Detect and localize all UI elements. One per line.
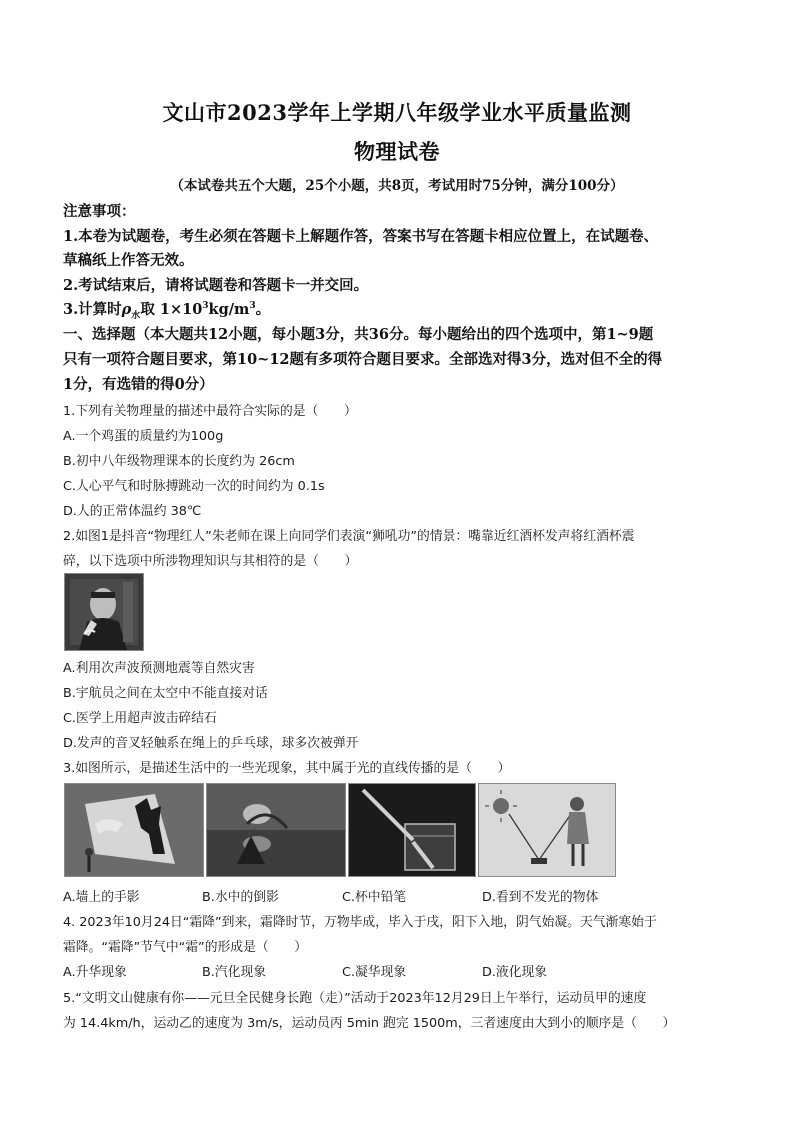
- notice-item-2: 2.考试结束后，请将试题卷和答题卡一并交回。: [63, 277, 369, 294]
- section-1-line-1: 一、选择题（本大题共12小题，每小题3分，共36分。每小题给出的四个选项中，第1~9题: [63, 326, 654, 343]
- figure-3c-pencil-in-cup: [348, 783, 476, 877]
- q3-stem: 3.如图所示，是描述生活中的一些光现象，其中属于光的直线传播的是（ ）: [63, 761, 511, 776]
- figure-3a-hand-shadow: [64, 783, 204, 877]
- exam-title: 文山市2023学年上学期八年级学业水平质量监测: [162, 100, 632, 125]
- subject-title: 物理试卷: [354, 139, 440, 164]
- hand-shadow-image: [65, 784, 203, 876]
- q1-option-d: D.人的正常体温约 38℃: [63, 504, 202, 519]
- section-1-line-3: 1分，有选错的得0分）: [63, 376, 214, 393]
- notice-item-1-cont: 草稿纸上作答无效。: [63, 252, 194, 269]
- q2-stem-2: 碎，以下选项中所涉物理知识与其相符的是（ ）: [63, 554, 358, 569]
- q1-option-a: A.一个鸡蛋的质量约为100g: [63, 429, 224, 444]
- notice-item-3: 3.计算时$\rho_水$取 $1\times 10^3kg/m^3$。: [63, 301, 271, 321]
- q2-option-a: A.利用次声波预测地震等自然灾害: [63, 661, 255, 676]
- q5-stem-1: 5.“文明文山健康有你——元旦全民健身长跑（走）”活动于2023年12月29日上午举行，运动员甲的速度: [63, 991, 647, 1006]
- q3-options: [63, 886, 731, 905]
- reflection-image: [207, 784, 345, 876]
- q1-option-b: B.初中八年级物理课本的长度约为 26cm: [63, 454, 295, 469]
- pencil-cup-image: [349, 784, 475, 876]
- q4-option-b: B.汽化现象: [202, 965, 267, 980]
- q3-option-c: C.杯中铅笔: [342, 890, 407, 905]
- q5-stem-2: 为 14.4km/h，运动乙的速度为 3m/s，运动员丙 5min 跑完 1500m，三者速度由大到小的顺序是（ ）: [63, 1016, 676, 1031]
- notice-heading: 注意事项：: [63, 203, 136, 220]
- q4-option-d: D.液化现象: [482, 965, 548, 980]
- q1-option-c: C.人心平气和时脉搏跳动一次的时间约为 0.1s: [63, 479, 325, 494]
- seeing-object-image: [479, 784, 615, 876]
- section-1-line-2: 只有一项符合题目要求，第10~12题有多项符合题目要求。全部选对得3分，选对但不全的得: [63, 351, 663, 368]
- q4-stem-2: 霜降。“霜降”节气中“霜”的形成是（ ）: [63, 940, 308, 955]
- q3-option-d: D.看到不发光的物体: [482, 890, 599, 905]
- figure-3d-seeing-object: [478, 783, 616, 877]
- q2-stem-1: 2.如图1是抖音“物理红人”朱老师在课上向同学们表演“狮吼功”的情景：嘴靠近红酒杯发声将红酒杯震: [63, 529, 635, 544]
- q4-options: [63, 961, 731, 980]
- notice-item-1: 1.本卷为试题卷，考生必须在答题卡上解题作答，答案书写在答题卡相应位置上，在试题卷、: [63, 228, 659, 245]
- q3-option-a: A.墙上的手影: [63, 890, 140, 905]
- q2-option-d: D.发声的音叉轻触系在绳上的乒乓球，球多次被弹开: [63, 736, 359, 751]
- exam-info: （本试卷共五个大题，25个小题，共8页，考试用时75分钟，满分100分）: [170, 178, 624, 194]
- q1-stem: 1.下列有关物理量的描述中最符合实际的是（ ）: [63, 404, 357, 419]
- q4-stem-1: 4. 2023年10月24日“霜降”到来，霜降时节，万物毕成，毕入于戌，阳下入地，阴气始凝。天气渐寒始于: [63, 915, 657, 930]
- figure-1-image: [65, 574, 143, 650]
- q4-option-a: A.升华现象: [63, 965, 127, 980]
- q2-option-b: B.宇航员之间在太空中不能直接对话: [63, 686, 268, 701]
- q4-option-c: C.凝华现象: [342, 965, 407, 980]
- q3-option-b: B.水中的倒影: [202, 890, 279, 905]
- figure-1-photo: [64, 573, 144, 651]
- q2-option-c: C.医学上用超声波击碎结石: [63, 711, 217, 726]
- figure-3b-reflection: [206, 783, 346, 877]
